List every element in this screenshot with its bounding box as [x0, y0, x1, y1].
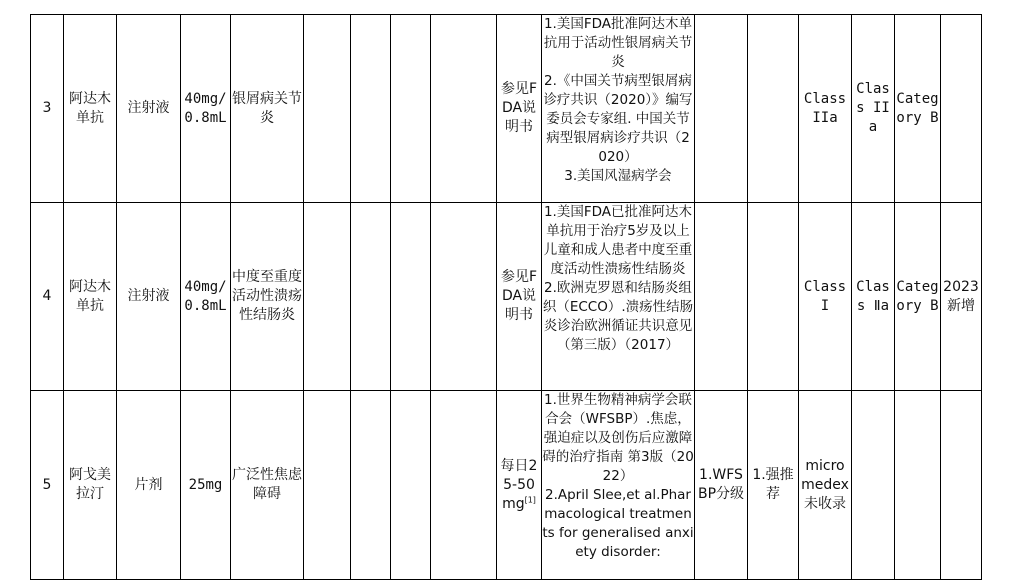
row-index: 3	[31, 15, 64, 203]
drug-name: 阿戈美拉汀	[64, 391, 117, 580]
empty-cell	[351, 391, 391, 580]
empty-cell	[351, 15, 391, 203]
empty-cell	[431, 203, 497, 391]
empty-cell	[748, 203, 799, 391]
pregnancy-category	[895, 391, 941, 580]
empty-cell	[304, 203, 351, 391]
dosage	[497, 391, 542, 580]
row-index: 5	[31, 391, 64, 580]
drug-name: 阿达木单抗	[64, 203, 117, 391]
specification: 40mg/0.8mL	[181, 15, 231, 203]
note: 2023新增	[941, 203, 982, 391]
dosage-text: 每日25-50mg	[500, 457, 538, 512]
table-row	[31, 391, 982, 580]
table-row	[31, 203, 982, 391]
empty-cell	[304, 15, 351, 203]
recommendation-class: Class Ⅱa	[852, 203, 895, 391]
recommendation-strength: 1.强推荐	[748, 391, 799, 580]
dosage: 参见FDA说明书	[497, 15, 542, 203]
empty-cell	[748, 15, 799, 203]
data-table	[30, 14, 982, 580]
empty-cell	[695, 15, 748, 203]
empty-cell	[391, 203, 431, 391]
pregnancy-category: Category B	[895, 203, 941, 391]
table-row	[31, 15, 982, 203]
empty-cell	[351, 203, 391, 391]
references-cell	[542, 203, 695, 391]
references-cell	[542, 391, 695, 580]
note	[941, 391, 982, 580]
references-text: 1.美国FDA已批准阿达木单抗用于治疗5岁及以上儿童和成人患者中度至重度活动性溃疡性结肠炎 2.欧洲克罗恩和结肠炎组织（ECCO）.溃疡性结肠炎诊治欧洲循证共识意见（第三版）（2017）	[542, 204, 694, 353]
recommendation-class: Class IIa	[852, 15, 895, 203]
references-cell	[542, 15, 695, 203]
indication: 广泛性焦虑障碍	[231, 391, 304, 580]
indication: 中度至重度活动性溃疡性结肠炎	[231, 203, 304, 391]
references-text: 1.美国FDA批准阿达木单抗用于活动性银屑病关节炎 2.《中国关节病型银屑病诊疗共识（2020）》编写委员会专家组. 中国关节病型银屑病诊疗共识（2020） 3.美国风湿病学会	[543, 16, 693, 184]
dosage: 参见FDA说明书	[497, 203, 542, 391]
empty-cell	[431, 391, 497, 580]
drug-name: 阿达木单抗	[64, 15, 117, 203]
row-index: 4	[31, 203, 64, 391]
micromedex-status: micromedex未收录	[799, 391, 852, 580]
dosage-form: 片剂	[117, 391, 181, 580]
note	[941, 15, 982, 203]
recommendation-class	[852, 391, 895, 580]
empty-cell	[304, 391, 351, 580]
specification: 25mg	[181, 391, 231, 580]
empty-cell	[391, 15, 431, 203]
evidence-class: Class IIa	[799, 15, 852, 203]
evidence-grading: 1.WFSBP分级	[695, 391, 748, 580]
specification: 40mg/0.8mL	[181, 203, 231, 391]
empty-cell	[431, 15, 497, 203]
dosage-form: 注射液	[117, 203, 181, 391]
citation-marker: [1]	[524, 494, 536, 504]
references-text: 1.世界生物精神病学会联合会（WFSBP）.焦虑，强迫症以及创伤后应激障碍的治疗指南 第3版（2022） 2.April Slee,et al.Pharmacological treatments for generalised anxiety disorder:	[542, 392, 694, 560]
dosage-form: 注射液	[117, 15, 181, 203]
empty-cell	[391, 391, 431, 580]
pregnancy-category: Category B	[895, 15, 941, 203]
evidence-class: Class I	[799, 203, 852, 391]
indication: 银屑病关节炎	[231, 15, 304, 203]
empty-cell	[695, 203, 748, 391]
